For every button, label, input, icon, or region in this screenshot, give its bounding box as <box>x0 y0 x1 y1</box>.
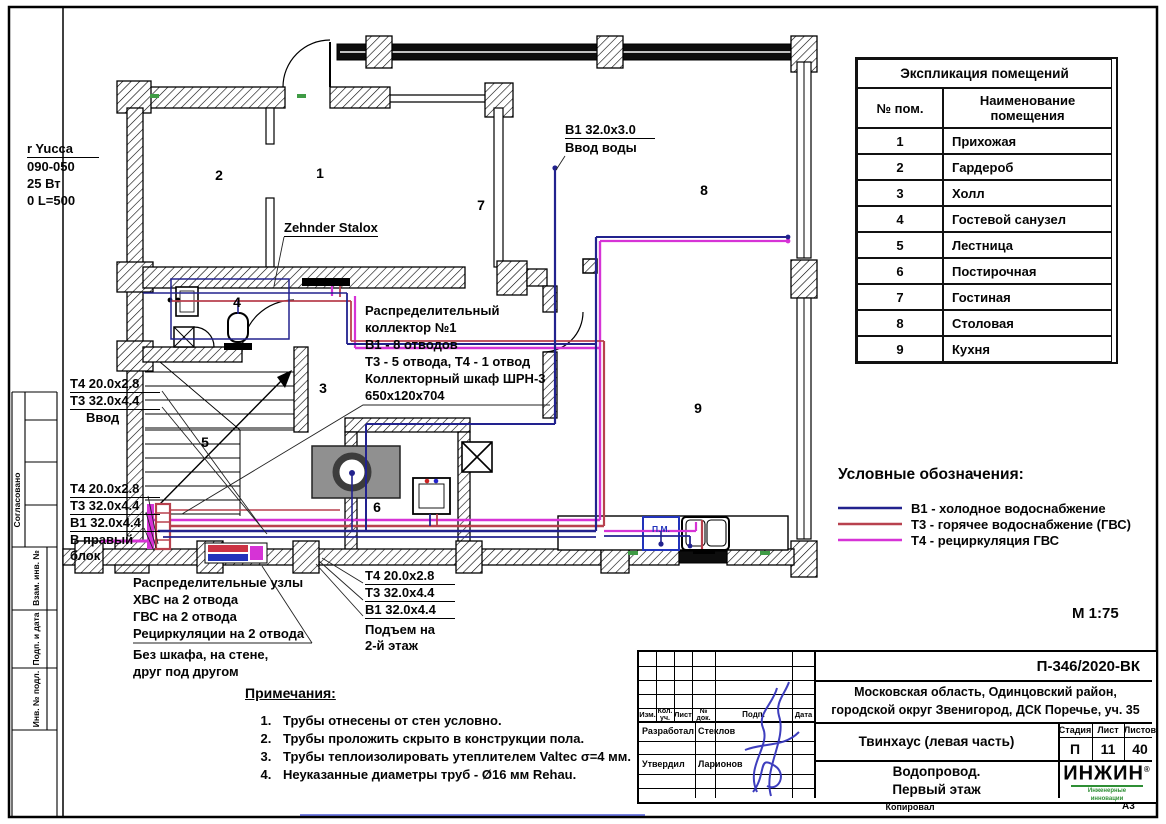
table-cell: Гардероб <box>943 154 1112 180</box>
address-line2: городской округ Звенигород, ДСК Поречье, уч. 35 <box>831 703 1140 717</box>
legend-item-t4: Т4 - рециркуляция ГВС <box>838 532 1148 548</box>
developed-name: Стеклов <box>698 726 736 736</box>
sheet-value: 11 <box>1100 740 1116 757</box>
sheet-label: Лист <box>1097 724 1119 735</box>
explication-col-name: Наименование помещения <box>943 88 1112 128</box>
title-block <box>637 650 1158 804</box>
annotation-yucca: r Yucca 090-050 25 Вт 0 L=500 <box>27 140 99 209</box>
scale-label: М 1:75 <box>1072 605 1119 622</box>
table-cell: 6 <box>857 258 943 284</box>
room-explication-table <box>855 57 1118 364</box>
sheet-title-line2: Первый этаж <box>892 782 981 797</box>
vent-shaft <box>462 442 492 472</box>
col-podp: Подп. <box>742 710 765 719</box>
table-cell: Гостиная <box>943 284 1112 310</box>
room-label-3: 3 <box>319 380 327 396</box>
room-label-2: 2 <box>215 167 223 183</box>
side-label-inv-orig: Инв. № подл. <box>31 670 41 728</box>
table-cell: 3 <box>857 180 943 206</box>
room-label-7: 7 <box>477 197 485 213</box>
dishwasher-label: П.М. <box>652 524 670 534</box>
legend <box>838 466 1148 548</box>
legend-item-t3: Т3 - горячее водоснабжение (ГВС) <box>838 516 1148 532</box>
room-label-8: 8 <box>700 182 708 198</box>
annotation-dist-nodes: Распределительные узлы ХВС на 2 отвода ГВС на 2 отвода Рециркуляции на 2 отвода Без шкафа, на стене, друг под другом <box>133 575 305 679</box>
table-cell: Холл <box>943 180 1112 206</box>
room-label-9: 9 <box>694 400 702 416</box>
annotation-riser: Т4 20.0х2.8 Т3 32.0х4.4 В1 32.0х4.4 Подъем на 2-й этаж <box>365 568 455 654</box>
table-cell: 7 <box>857 284 943 310</box>
explication-col-num: № пом. <box>857 88 943 128</box>
legend-title: Условные обозначения: <box>838 466 1024 483</box>
room-label-1: 1 <box>316 165 324 181</box>
doc-number: П-346/2020-ВК <box>1036 657 1140 675</box>
object-name: Твинхаус (левая часть) <box>858 733 1015 749</box>
notes <box>245 685 635 785</box>
explication-title: Экспликация помещений <box>857 59 1112 88</box>
table-cell: Кухня <box>943 336 1112 362</box>
side-label-agreed: Согласовано <box>12 472 22 528</box>
note-item: 1. Трубы отнесены от стен условно. <box>275 713 635 728</box>
annotation-water-entry: В1 32.0х3.0 Ввод воды <box>565 121 655 156</box>
col-data: Дата <box>794 710 813 719</box>
note-item: 4. Неуказанные диаметры труб - Ø16 мм Rehau. <box>275 767 635 782</box>
format-label: А3 <box>1122 801 1135 812</box>
logo-tagline: Инженерные инновации <box>1071 785 1143 803</box>
address-line1: Московская область, Одинцовский район, <box>854 685 1117 699</box>
room-label-6: 6 <box>373 499 381 515</box>
annotation-collector: Распределительный коллектор №1 В1 - 8 отводов Т3 - 5 отвода, Т4 - 1 отвод Коллекторный шкаф ШРН-3 650х120х704 <box>365 303 546 403</box>
copied-label: Копировал <box>885 802 935 812</box>
legend-item-b1: В1 - холодное водоснабжение <box>838 500 1148 516</box>
table-cell: Гостевой санузел <box>943 206 1112 232</box>
note-item: 2. Трубы проложить скрыто в конструкции пола. <box>275 731 635 746</box>
table-cell: Столовая <box>943 310 1112 336</box>
col-list: Лист <box>674 710 692 719</box>
table-cell: 2 <box>857 154 943 180</box>
distribution-nodes <box>205 543 267 563</box>
side-label-replace-inv: Взам. инв. № <box>31 550 41 606</box>
notes-title: Примечания: <box>245 685 336 701</box>
signature <box>727 674 822 800</box>
legend-line-b1 <box>838 505 902 511</box>
registered-mark: ® <box>1143 765 1151 775</box>
annotation-stalox: Zehnder Stalox <box>284 220 378 235</box>
note-item: 3. Трубы теплоизолировать утеплителем Valtec σ=4 мм. <box>275 749 635 764</box>
developed-label: Разработал <box>642 726 694 736</box>
col-doc: № док. <box>696 707 711 722</box>
side-label-sign-date: Подп. и дата <box>31 612 41 666</box>
stage-label: Стадия <box>1058 724 1092 735</box>
stage-value: П <box>1069 740 1081 757</box>
sheets-label: Листов <box>1123 724 1157 735</box>
room-label-5: 5 <box>201 434 209 450</box>
table-cell: 9 <box>857 336 943 362</box>
col-kol: Кол. уч. <box>657 707 673 722</box>
table-cell: 5 <box>857 232 943 258</box>
table-cell: Постирочная <box>943 258 1112 284</box>
radiator-stalox <box>302 278 350 286</box>
room-label-4: 4 <box>233 294 241 310</box>
table-cell: 8 <box>857 310 943 336</box>
table-cell: 1 <box>857 128 943 154</box>
sheet-title-line1: Водопровод. <box>892 764 981 779</box>
legend-line-t4 <box>838 537 902 543</box>
staircase <box>145 362 294 516</box>
approved-label: Утвердил <box>642 759 685 769</box>
legend-line-t3 <box>838 521 902 527</box>
sheets-value: 40 <box>1132 740 1148 757</box>
table-cell: Прихожая <box>943 128 1112 154</box>
annotation-right-block: Т4 20.0х2.8 Т3 32.0х4.4 В1 32.0х4.4 В правый блок <box>70 481 160 564</box>
company-logo: ИНЖИН® Инженерные инновации <box>1063 762 1151 802</box>
col-izm: Изм. <box>639 710 656 719</box>
annotation-entry-left: Т4 20.0х2.8 Т3 32.0х4.4 Ввод <box>70 376 160 426</box>
chimney <box>312 446 400 498</box>
table-cell: 4 <box>857 206 943 232</box>
approved-name: Ларионов <box>698 759 743 769</box>
table-cell: Лестница <box>943 232 1112 258</box>
